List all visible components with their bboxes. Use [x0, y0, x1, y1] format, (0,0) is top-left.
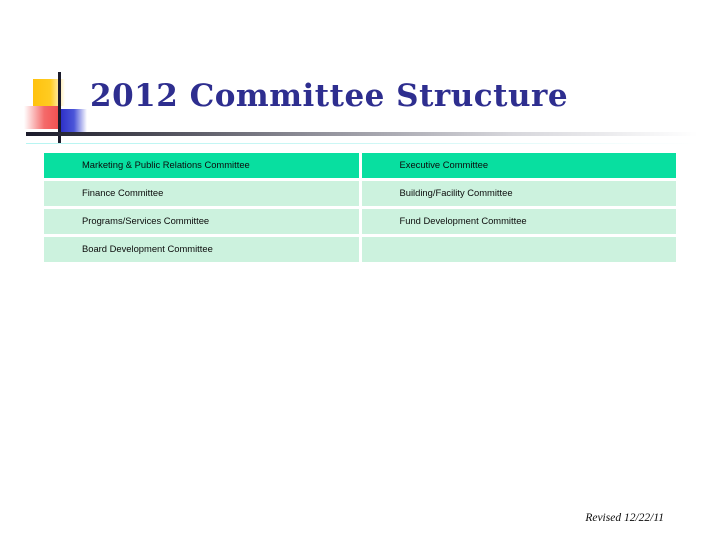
committee-list — [47, 185, 356, 200]
decorative-red-square — [24, 106, 61, 129]
committee-table-row — [44, 181, 676, 206]
committee-name: Programs/Services Committee — [82, 215, 210, 226]
committee-table-row — [44, 237, 676, 262]
committee-cell — [362, 237, 677, 262]
revised-date-note: Revised 12/22/11 — [585, 512, 664, 524]
committee-cell — [44, 153, 359, 178]
committee-cell — [362, 153, 677, 178]
committee-name: Board Development Committee — [82, 243, 213, 254]
committee-table-row — [44, 209, 676, 234]
page-title: 2012 Committee Structure — [90, 78, 569, 114]
committee-cell — [362, 181, 677, 206]
committee-name: Marketing & Public Relations Committee — [82, 159, 250, 170]
committee-name: Executive Committee — [399, 159, 489, 170]
committee-list — [47, 157, 356, 172]
slide-title-banner — [0, 0, 720, 150]
committee-table-row — [44, 153, 676, 178]
committee-structure-table — [41, 150, 679, 265]
committee-list — [365, 185, 674, 200]
committee-list — [365, 157, 674, 172]
committee-name: Fund Development Committee — [399, 215, 527, 226]
decorative-horizontal-rule — [26, 132, 698, 136]
committee-list — [47, 241, 356, 256]
decorative-cyan-rule — [26, 143, 698, 144]
committee-table-body — [44, 153, 676, 262]
committee-name: Building/Facility Committee — [399, 187, 513, 198]
committee-cell — [44, 181, 359, 206]
committee-name: Finance Committee — [82, 187, 164, 198]
committee-cell — [44, 209, 359, 234]
committee-list — [47, 213, 356, 228]
committee-cell — [362, 209, 677, 234]
committee-cell — [44, 237, 359, 262]
committee-list — [365, 213, 674, 228]
